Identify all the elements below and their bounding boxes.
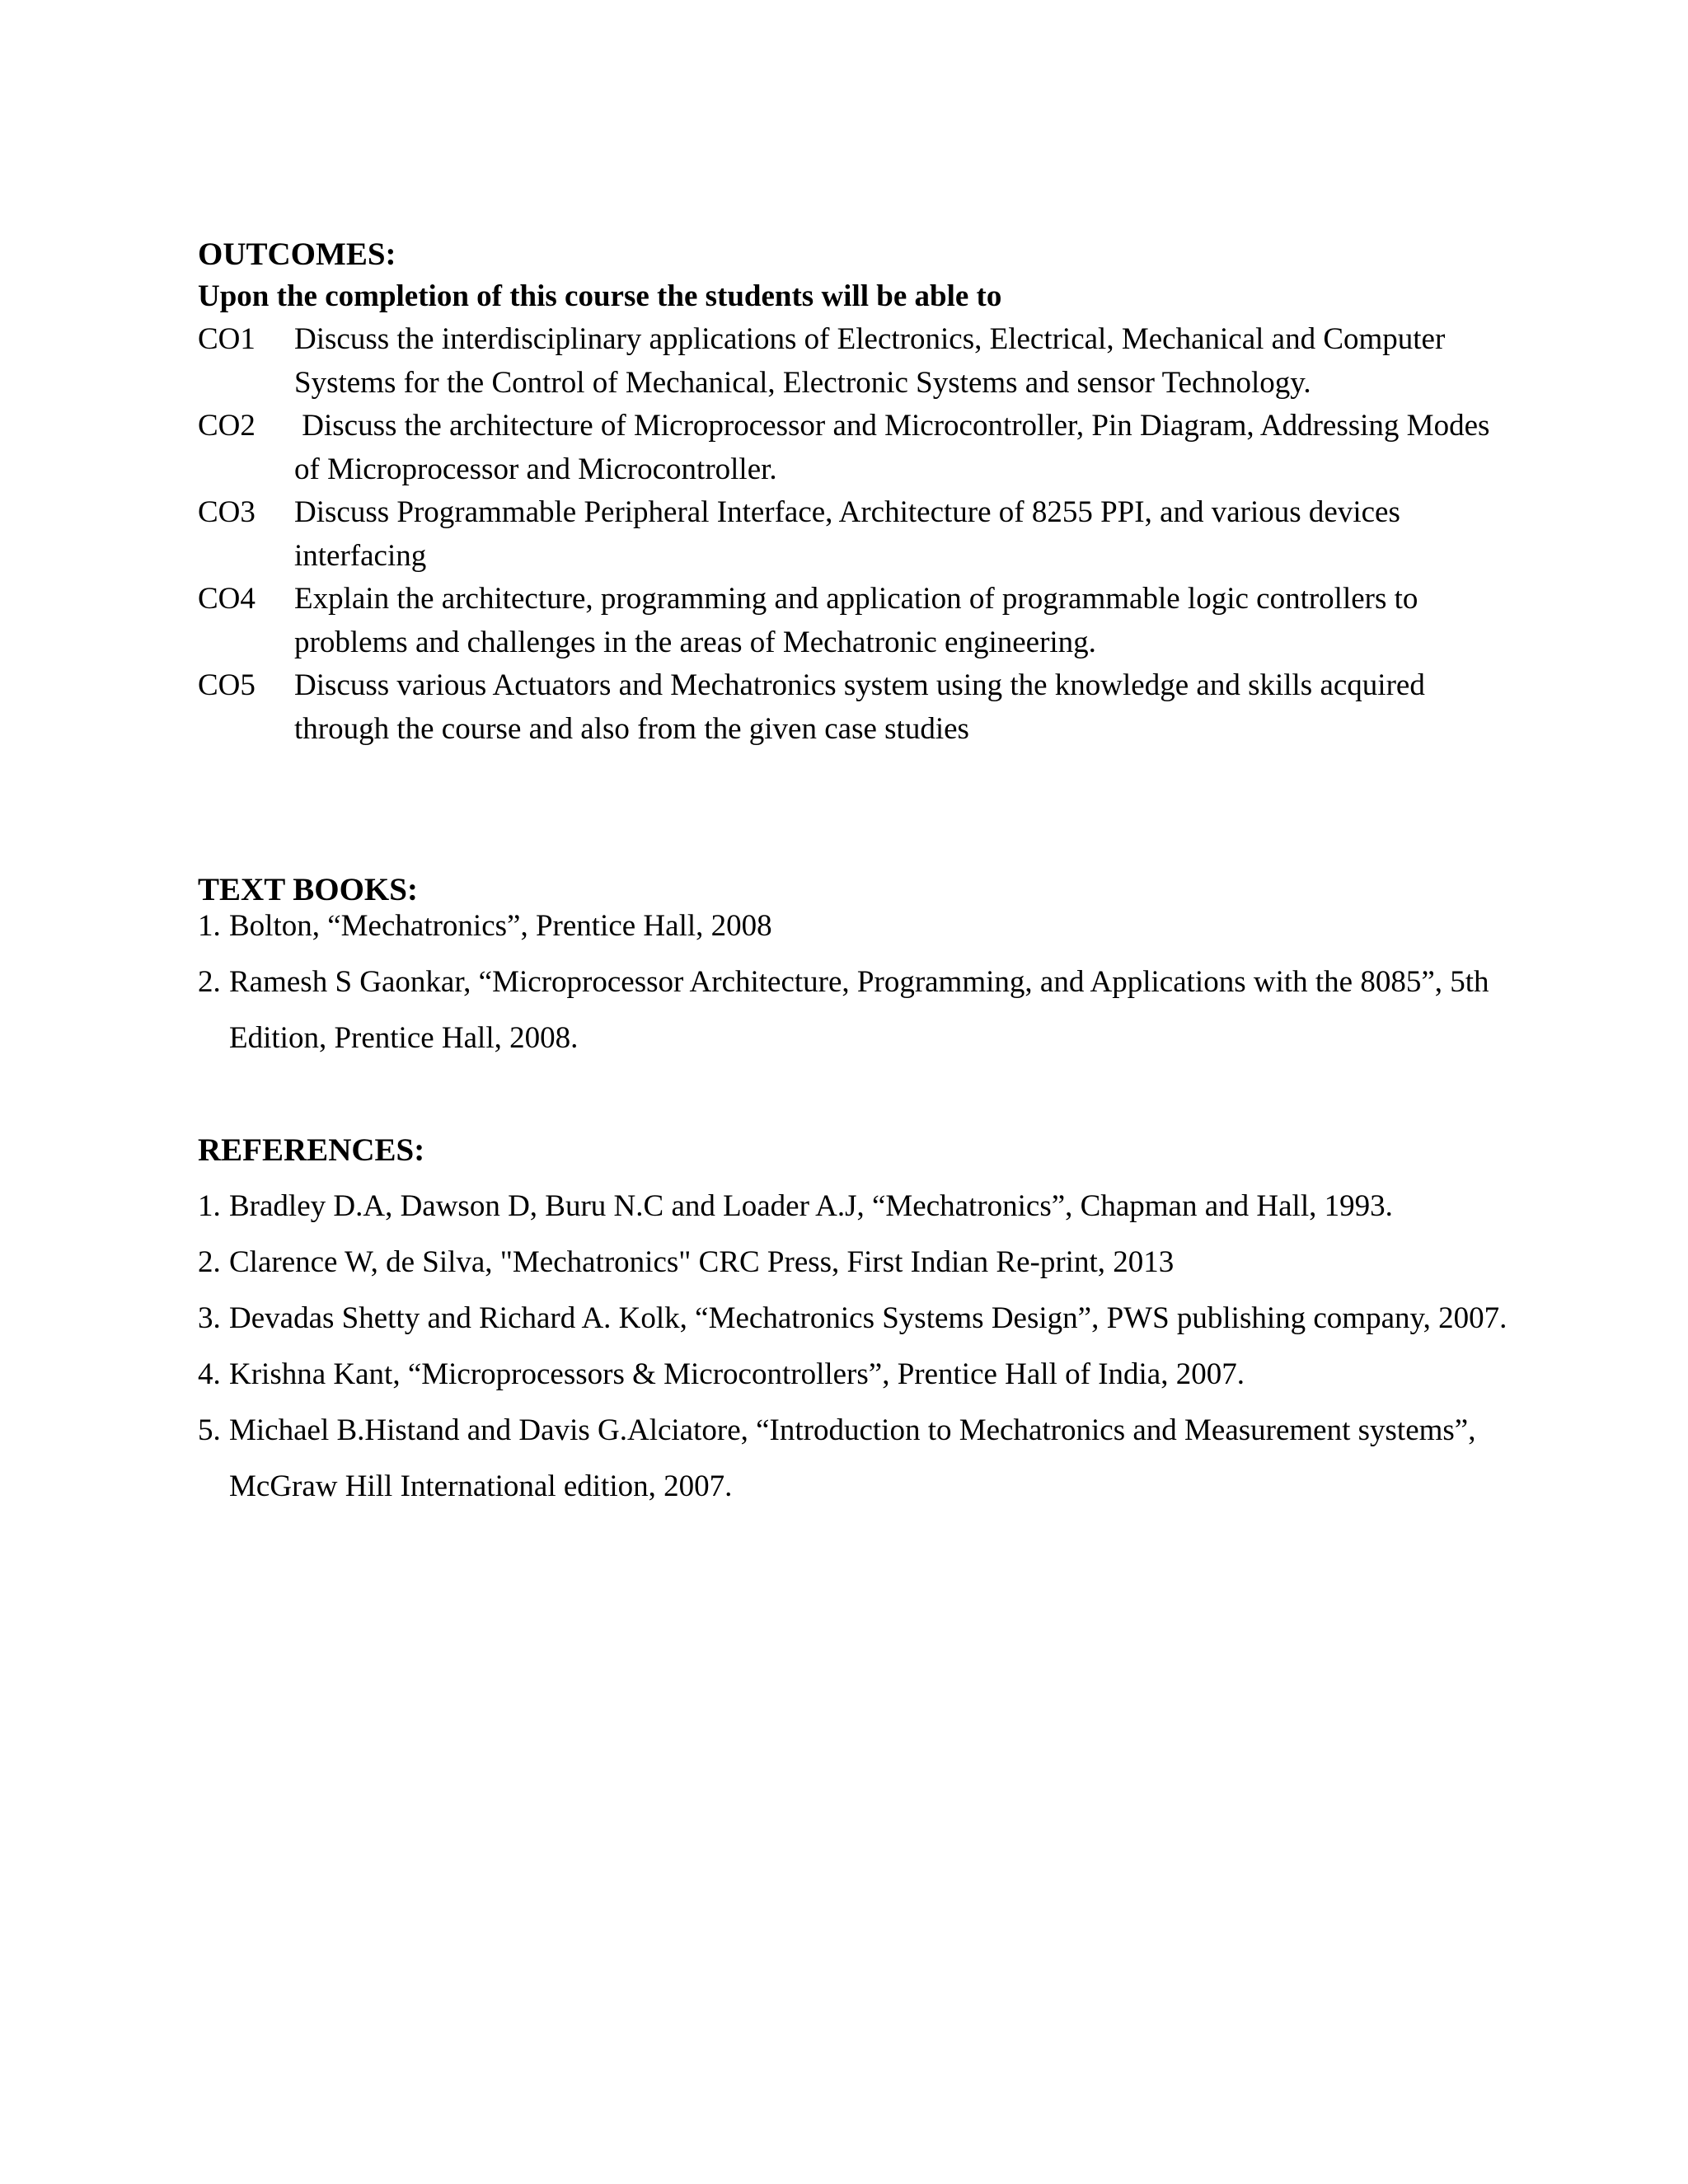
reference-citation: Clarence W, de Silva, "Mechatronics" CRC Press, First Indian Re-print, 2013 bbox=[229, 1245, 1175, 1279]
text-book-citation: Ramesh S Gaonkar, “Microprocessor Architecture, Programming, and Applications with the 8085”, 5th Edition, Prentice Hall, 2008. bbox=[229, 965, 1489, 1055]
outcome-item bbox=[198, 318, 1517, 405]
outcome-item bbox=[198, 405, 1517, 491]
outcome-code: CO3 bbox=[198, 495, 256, 529]
reference-item bbox=[198, 1179, 1517, 1235]
reference-number: 2. bbox=[198, 1245, 221, 1279]
references-heading: REFERENCES: bbox=[198, 1132, 425, 1168]
reference-item bbox=[198, 1347, 1517, 1403]
outcome-text: Discuss the architecture of Microprocessor and Microcontroller, Pin Diagram, Addressing Modes of Microprocessor and Microcontroller. bbox=[294, 409, 1498, 486]
outcomes-list bbox=[198, 318, 1517, 751]
reference-number: 5. bbox=[198, 1413, 221, 1447]
text-books-list bbox=[198, 898, 1517, 1066]
outcome-code: CO5 bbox=[198, 668, 256, 702]
reference-citation: Michael B.Histand and Davis G.Alciatore, “Introduction to Mechatronics and Measurement systems”, McGraw Hill International edition, 2007. bbox=[229, 1413, 1476, 1503]
outcome-code: CO4 bbox=[198, 582, 256, 616]
text-books-heading: TEXT BOOKS: bbox=[198, 872, 418, 907]
outcome-text: Explain the architecture, programming and application of programmable logic controllers to problems and challenges in the areas of Mechatronic engineering. bbox=[294, 582, 1418, 659]
text-book-item bbox=[198, 898, 1517, 954]
outcome-text: Discuss Programmable Peripheral Interface, Architecture of 8255 PPI, and various devices interfacing bbox=[294, 495, 1416, 573]
reference-citation: Krishna Kant, “Microprocessors & Microcontrollers”, Prentice Hall of India, 2007. bbox=[229, 1357, 1245, 1391]
reference-citation: Bradley D.A, Dawson D, Buru N.C and Loader A.J, “Mechatronics”, Chapman and Hall, 1993. bbox=[229, 1189, 1393, 1223]
outcome-text: Discuss various Actuators and Mechatronics system using the knowledge and skills acquired through the course and also from the given case studies bbox=[294, 668, 1425, 746]
reference-item bbox=[198, 1403, 1517, 1515]
references-list bbox=[198, 1179, 1517, 1515]
outcome-item bbox=[198, 578, 1517, 664]
reference-item bbox=[198, 1235, 1517, 1291]
text-book-number: 1. bbox=[198, 909, 221, 943]
outcomes-intro: Upon the completion of this course the students will be able to bbox=[198, 279, 1002, 313]
text-book-citation: Bolton, “Mechatronics”, Prentice Hall, 2008 bbox=[229, 909, 772, 943]
outcome-code: CO2 bbox=[198, 409, 256, 443]
reference-number: 1. bbox=[198, 1189, 221, 1223]
reference-citation: Devadas Shetty and Richard A. Kolk, “Mechatronics Systems Design”, PWS publishing company, 2007. bbox=[229, 1301, 1507, 1335]
outcome-text: Discuss the interdisciplinary applications of Electronics, Electrical, Mechanical and Computer Systems for the Control of Mechanical, Electronic Systems and sensor Technology. bbox=[294, 322, 1446, 400]
outcome-item bbox=[198, 491, 1517, 578]
text-book-number: 2. bbox=[198, 965, 221, 999]
reference-number: 4. bbox=[198, 1357, 221, 1391]
outcomes-heading: OUTCOMES: bbox=[198, 237, 396, 272]
outcome-item bbox=[198, 664, 1517, 751]
outcome-code: CO1 bbox=[198, 322, 256, 356]
reference-number: 3. bbox=[198, 1301, 221, 1335]
reference-item bbox=[198, 1291, 1517, 1347]
text-book-item bbox=[198, 954, 1517, 1066]
